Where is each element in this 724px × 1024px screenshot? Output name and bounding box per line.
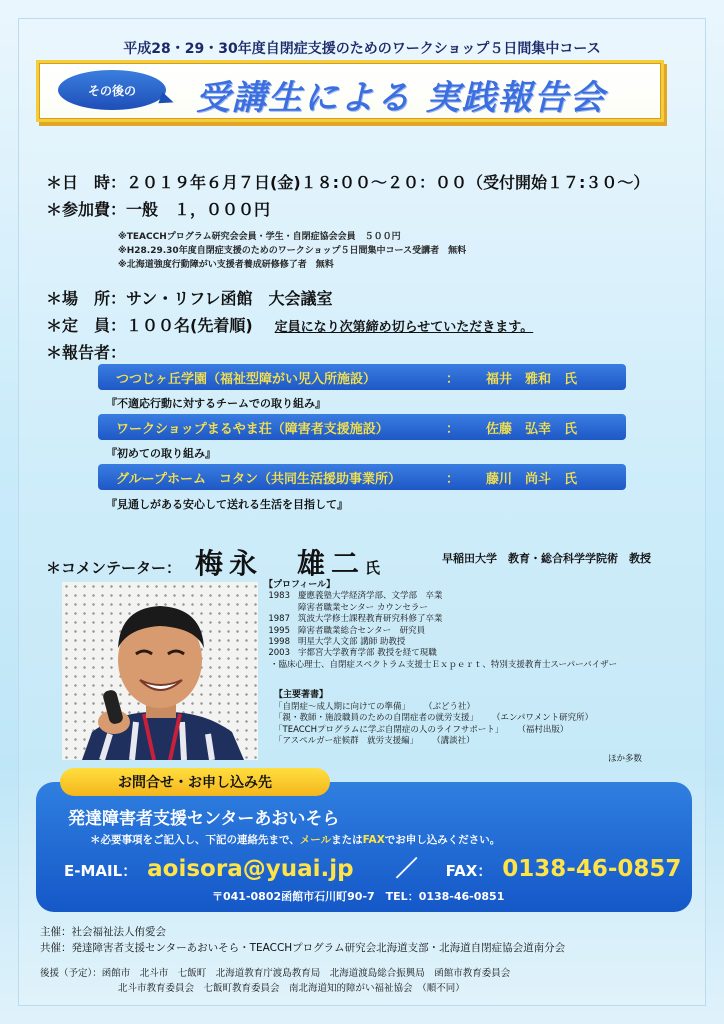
profile-row: 1995 障害者職業総合センター 研究員 <box>268 625 426 636</box>
event-capacity <box>46 313 533 336</box>
contact-line <box>64 852 681 883</box>
capacity-note: 定員になり次第締め切らせていただきます。 <box>274 320 534 335</box>
reporter-topic-1: 『不適応行動に対するチームでの取り組み』 <box>106 397 326 410</box>
profile-section <box>264 580 617 671</box>
fax-number: 0138-46-0857 <box>502 856 682 882</box>
reporter-org: つつじヶ丘学園（福祉型障がい児入所施設） <box>116 371 377 387</box>
reporter-org: ワークショップまるやま荘（障害者支援施設） <box>116 421 389 437</box>
reporters-label: ＊報告者： <box>46 343 127 362</box>
footer-cohost: 共催：発達障害者支援センターあおいそら・TEACCHプログラム研究会北海道支部・北海道自閉症協会道南分会 <box>40 942 566 954</box>
commentator-line <box>46 542 651 582</box>
reporter-colon: ： <box>446 471 460 487</box>
event-date: ＊日 時：２０１９年６月７日(金)１８:００～２０：００（受付開始１７:３０～） <box>46 173 650 192</box>
contact-note: ＊必要事項をご記入し、下記の連絡先まで、メールまたはFAXでお申し込みください。 <box>90 834 501 846</box>
work-item: 「TEACCHプログラムに学ぶ自閉症の人のライフサポート」 （福村出版） <box>274 724 569 735</box>
work-item: 「親・教師・施設職員のための自閉症者の就労支援」 （エンパワメント研究所） <box>274 713 594 724</box>
speech-bubble <box>58 70 166 110</box>
reporter-bar-2 <box>98 414 626 440</box>
profile-row: 障害者職業センター カウンセラー <box>298 602 428 613</box>
footer-support-2: 北斗市教育委員会 七飯町教育委員会 南北海道知的障がい福祉協会 （順不同） <box>118 983 465 994</box>
contact-box <box>36 782 692 912</box>
fee-note-1: ※TEACCHプログラム研究会会員・学生・自閉症協会会員 ５００円 <box>118 232 401 242</box>
commentator-label: ＊コメンテーター： <box>46 559 182 577</box>
commentator-photo <box>62 582 258 760</box>
profile-row: 2003 宇都宮大学教育学部 教授を経て現職 <box>268 648 437 659</box>
event-fee: ＊参加費：一般 １，０００円 <box>46 200 271 219</box>
event-venue: ＊場 所：サン・リフレ函館 大会議室 <box>46 289 333 308</box>
reporter-topic-2: 『初めての取り組み』 <box>106 447 216 460</box>
works-title: 【主要著書】 <box>274 690 329 700</box>
email-label: E-MAIL： <box>64 862 138 880</box>
profile-qualifications: ・臨床心理士、自閉症スペクトラム支援士Ｅｘｐｅｒｔ、特別支援教育士スーパーバイザー <box>270 659 618 670</box>
commentator-name: 梅永 雄二 <box>195 547 366 580</box>
contact-separator: ／ <box>395 857 418 882</box>
works-others: ほか多数 <box>608 754 643 764</box>
page-title: 受講生による 実践報告会 <box>196 78 606 118</box>
footer-host: 主催：社会福祉法人侑愛会 <box>40 926 166 938</box>
portrait-illustration <box>62 582 258 760</box>
fee-note-2: ※H28.29.30年度自閉症支援のためのワークショップ５日間集中コース受講者 無料 <box>118 246 467 256</box>
contact-center-name: 発達障害者支援センターあおいそら <box>68 809 340 829</box>
footer-support-1: 後援（予定）：函館市 北斗市 七飯町 北海道教育庁渡島教育局 北海道渡島総合振興局 函館市教育委員会 <box>40 968 511 979</box>
work-item: 「自閉症～成人期に向けての準備」 （ぶどう社） <box>274 701 476 712</box>
event-subtitle: 平成28・29・30年度自閉症支援のためのワークショップ５日間集中コース <box>123 41 601 57</box>
work-item: 「アスペルガー症候群 就労支援編」 （講談社） <box>274 736 475 747</box>
reporter-org: グループホーム コタン（共同生活援助事業所） <box>116 471 401 487</box>
commentator-affiliation: 早稲田大学 教育・総合科学学院術 教授 <box>442 552 651 565</box>
reporter-topic-3: 『見通しがある安心して送れる生活を目指して』 <box>106 498 348 511</box>
reporter-colon: ： <box>446 421 460 437</box>
reporter-name: 藤川 尚斗 氏 <box>486 471 578 487</box>
capacity-text: ＊定 員：１００名(先着順) <box>46 316 253 335</box>
reporter-name: 佐藤 弘幸 氏 <box>486 421 578 437</box>
fee-note-3: ※北海道強度行動障がい支援者養成研修修了者 無料 <box>118 260 334 270</box>
reporter-bar-1 <box>98 364 626 390</box>
profile-row: 1987 筑波大学修士課程教育研究科修了卒業 <box>268 614 443 625</box>
contact-address: 〒041-0802函館市石川町90-7 TEL：0138-46-0851 <box>212 890 505 903</box>
reporter-name: 福井 雅和 氏 <box>486 371 578 387</box>
fax-label: FAX： <box>445 862 493 880</box>
reporter-colon: ： <box>446 371 460 387</box>
bubble-text: その後の <box>87 83 136 98</box>
profile-title: 【プロフィール】 <box>264 580 336 590</box>
profile-row: 1998 明星大学人文部 講師 助教授 <box>268 637 406 648</box>
contact-heading: お問合せ・お申し込み先 <box>60 768 330 796</box>
commentator-honorific: 氏 <box>365 559 381 577</box>
email-address[interactable]: aoisora@yuai.jp <box>147 856 354 882</box>
profile-row: 1983 慶應義塾大学経済学部、文学部 卒業 <box>268 591 443 602</box>
works-section <box>274 690 593 748</box>
reporter-bar-3 <box>98 464 626 490</box>
